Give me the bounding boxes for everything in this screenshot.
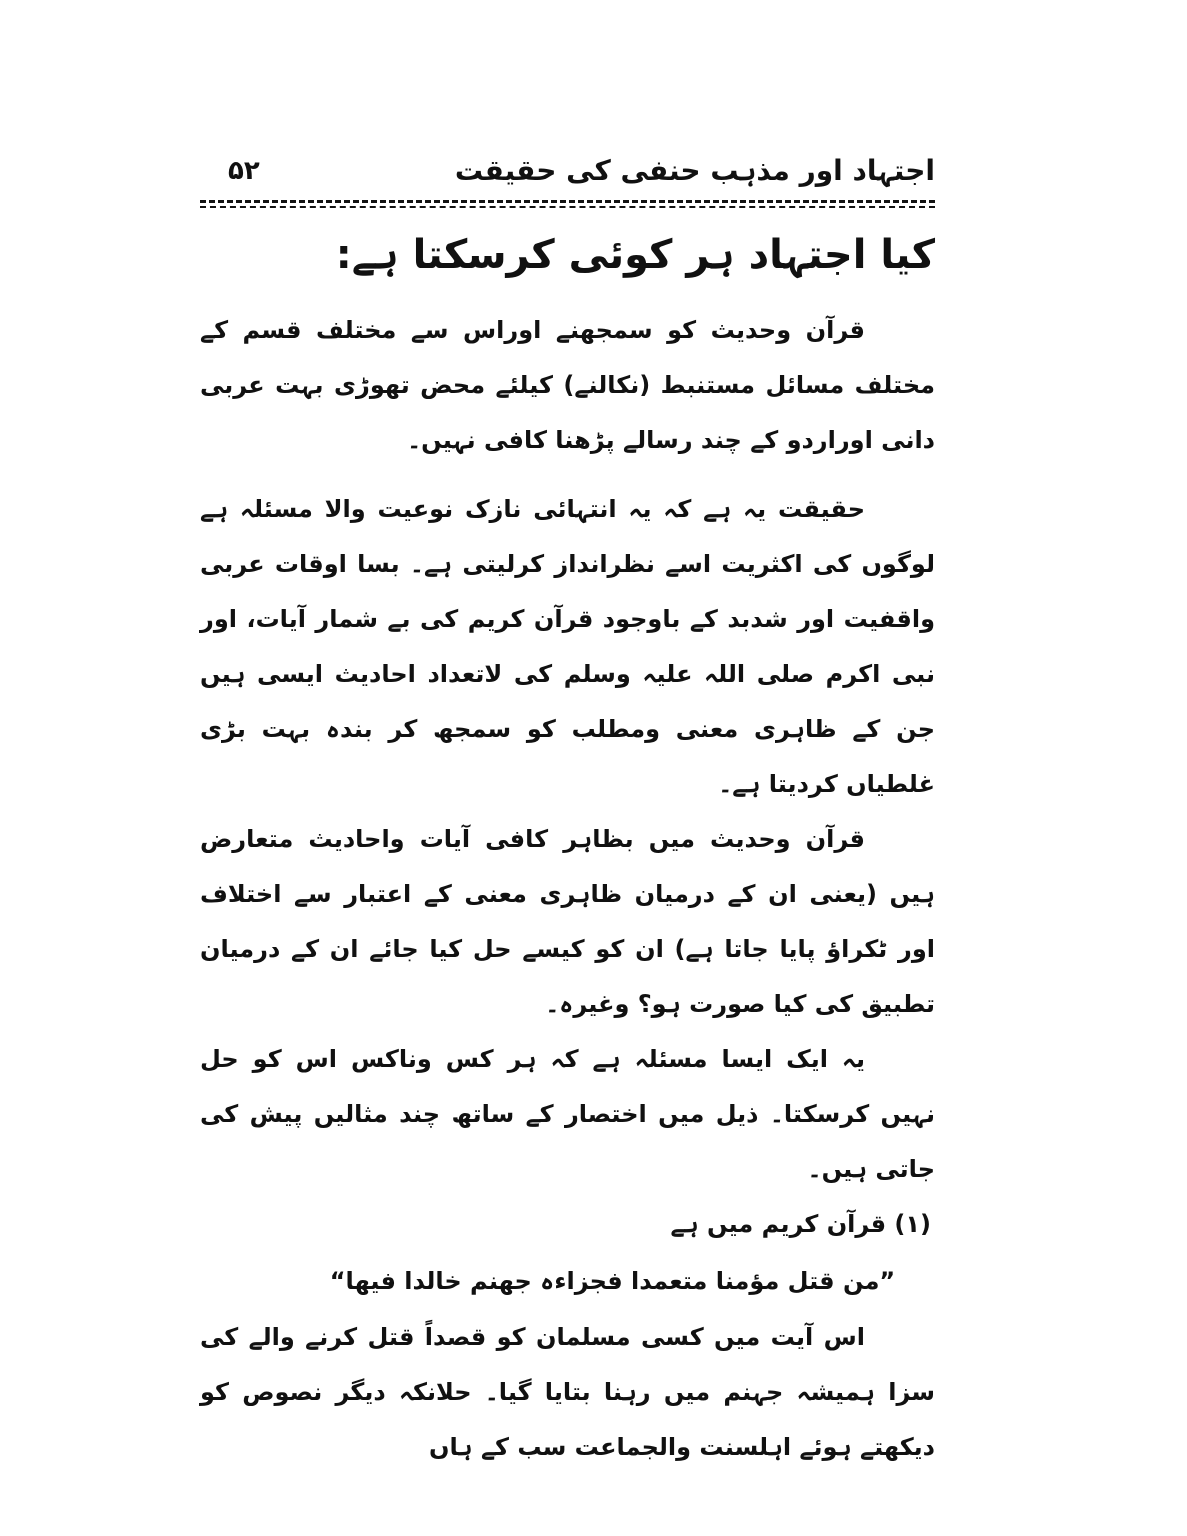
page-number: ۵۲ bbox=[228, 156, 260, 186]
section-heading: کیا اجتہاد ہر کوئی کرسکتا ہے: bbox=[335, 232, 935, 278]
paragraph-2: حقیقت یہ ہے کہ یہ انتہائی نازک نوعیت والا مسئلہ ہے لوگوں کی اکثریت اسے نظرانداز کرلیتی ہے۔ بسا اوقات عربی واقفیت اور شدبد کے باوجود قرآن کریم کی بے شمار آیات، اور نبی اکرم صلی اللہ علیہ وسلم کی لاتعداد احادیث ایسی ہیں جن کے ظاہری معنی ومطلب کو سمجھ کر بندہ بہت بڑی غلطیاں کردیتا ہے۔ bbox=[200, 495, 935, 798]
page-body bbox=[200, 225, 935, 1475]
page-header bbox=[200, 150, 935, 198]
header-divider bbox=[200, 200, 935, 208]
example-label: (۱) قرآن کریم میں ہے bbox=[670, 1210, 931, 1238]
running-title: اجتہاد اور مذہب حنفی کی حقیقت bbox=[454, 154, 935, 187]
paragraph-1: قرآن وحدیث کو سمجھنے اوراس سے مختلف قسم کے مختلف مسائل مستنبط (نکالنے) کیلئے محض تھوڑی بہت عربی دانی اوراردو کے چند رسالے پڑھنا کافی نہیں۔ bbox=[200, 316, 935, 454]
paragraph-3: قرآن وحدیث میں بظاہر کافی آیات واحادیث متعارض ہیں (یعنی ان کے درمیان ظاہری معنی کے اعتبار سے اختلاف اور ٹکراؤ پایا جاتا ہے) ان کو کیسے حل کیا جائے ان کے درمیان تطبیق کی کیا صورت ہو؟ وغیرہ۔ bbox=[200, 825, 935, 1018]
paragraph-gap bbox=[200, 468, 935, 482]
paragraph-4: یہ ایک ایسا مسئلہ ہے کہ ہر کس وناکس اس کو حل نہیں کرسکتا۔ ذیل میں اختصار کے ساتھ چند مثالیں پیش کی جاتی ہیں۔ bbox=[200, 1045, 935, 1183]
closing-paragraph: اس آیت میں کسی مسلمان کو قصداً قتل کرنے والے کی سزا ہمیشہ جہنم میں رہنا بتایا گیا۔ حلانکہ دیگر نصوص کو دیکھتے ہوئے اہلسنت والجماعت سب کے ہاں bbox=[200, 1323, 935, 1461]
quranic-quote: ”من قتل مؤمنا متعمدا فجزاءہ جھنم خالدا فیھا“ bbox=[329, 1267, 896, 1295]
